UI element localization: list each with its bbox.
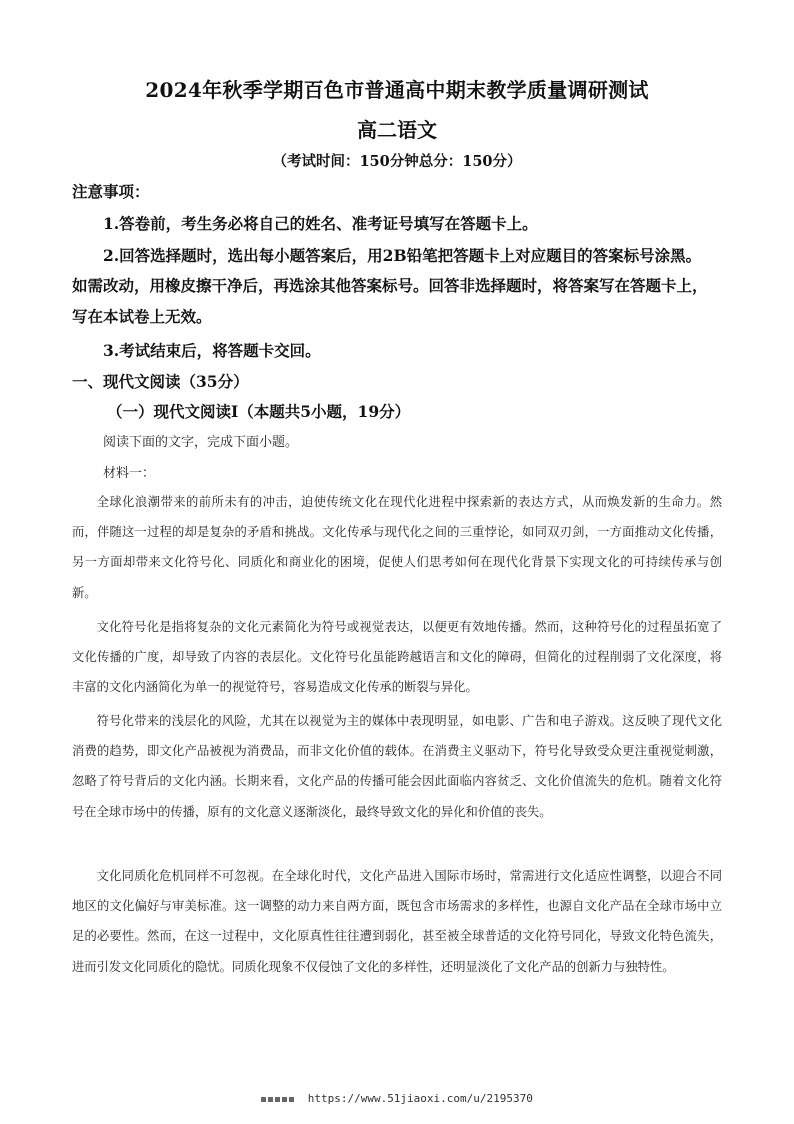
subsection-title: （一）现代文阅读Ⅰ（本题共5小题，19分） [107, 402, 411, 421]
paragraph-3: 符号化带来的浅层化的风险，尤其在以视觉为主的媒体中表现明显，如电影、广告和电子游戏。这反映了现代文化消费的趋势，即文化产品被视为消费品，而非文化价值的载体。在消费主义驱动下，符号化导致受众更注重视觉刺激，忽略了符号背后的文化内涵。长期来看，文化产品的传播可能会因此面临内容贫乏、文化价值流失的危机。随着文化符号在全球市场中的传播，原有的文化意义逐渐淡化，最终导致文化的异化和价值的丧失。 [72, 714, 722, 819]
note-item-2-line-1: 2.回答选择题时，选出每小题答案后，用2B铅笔把答题卡上对应题目的答案标号涂黑。 [103, 246, 702, 265]
paragraph-1: 全球化浪潮带来的前所未有的冲击，迫使传统文化在现代化进程中探索新的表达方式，从而焕发新的生命力。然而，伴随这一过程的却是复杂的矛盾和挑战。文化传承与现代化之间的三重悖论，如同双刃剑，一方面推动文化传播，另一方面却带来文化符号化、同质化和商业化的困境，促使人们思考如何在现代化背景下实现文化的可持续传承与创新。 [72, 495, 722, 600]
subject-title: 高二语文 [357, 118, 437, 142]
material-label: 材料一： [103, 466, 156, 481]
note-item-1: 1.答卷前，考生务必将自己的姓名、准考证号填写在答题卡上。 [103, 214, 538, 233]
paragraph-4: 文化同质化危机同样不可忽视。在全球化时代，文化产品进入国际市场时，常需进行文化适应性调整，以迎合不同地区的文化偏好与审美标准。这一调整的动力来自两方面，既包含市场需求的多样性，也源自文化产品在全球市场中立足的必要性。然而，在这一过程中，文化原真性往往遭到弱化，甚至被全球普适的文化符号同化，导致文化特色流失，进而引发文化同质化的隐忧。同质化现象不仅侵蚀了文化的多样性，还明显淡化了文化产品的创新力与独特性。 [72, 869, 722, 974]
note-item-3: 3.考试结束后，将答题卡交回。 [103, 341, 321, 360]
footer-url: https://www.51jiaoxi.com/u/2195370 [307, 1092, 533, 1105]
footer [0, 1092, 794, 1105]
section-title: 一、现代文阅读（35分） [72, 372, 249, 391]
paragraph-2: 文化符号化是指将复杂的文化元素简化为符号或视觉表达，以便更有效地传播。然而，这种符号化的过程虽拓宽了文化传播的广度，却导致了内容的表层化。文化符号化虽能跨越语言和文化的障碍，但简化的过程削弱了文化深度，将丰富的文化内涵简化为单一的视觉符号，容易造成文化传承的断裂与异化。 [72, 620, 722, 695]
note-item-2-line-2: 如需改动，用橡皮擦干净后，再选涂其他答案标号。回答非选择题时，将答案写在答题卡上， [72, 276, 708, 295]
note-item-2-line-3: 写在本试卷上无效。 [72, 307, 212, 326]
exam-title: 2024年秋季学期百色市普通高中期末教学质量调研测试 [145, 78, 649, 102]
reading-instruction: 阅读下面的文字，完成下面小题。 [103, 435, 299, 450]
notes-heading: 注意事项： [72, 182, 150, 201]
exam-info: （考试时间：150分钟总分：150分） [272, 153, 522, 170]
watermark-mark-icon [261, 1097, 295, 1102]
